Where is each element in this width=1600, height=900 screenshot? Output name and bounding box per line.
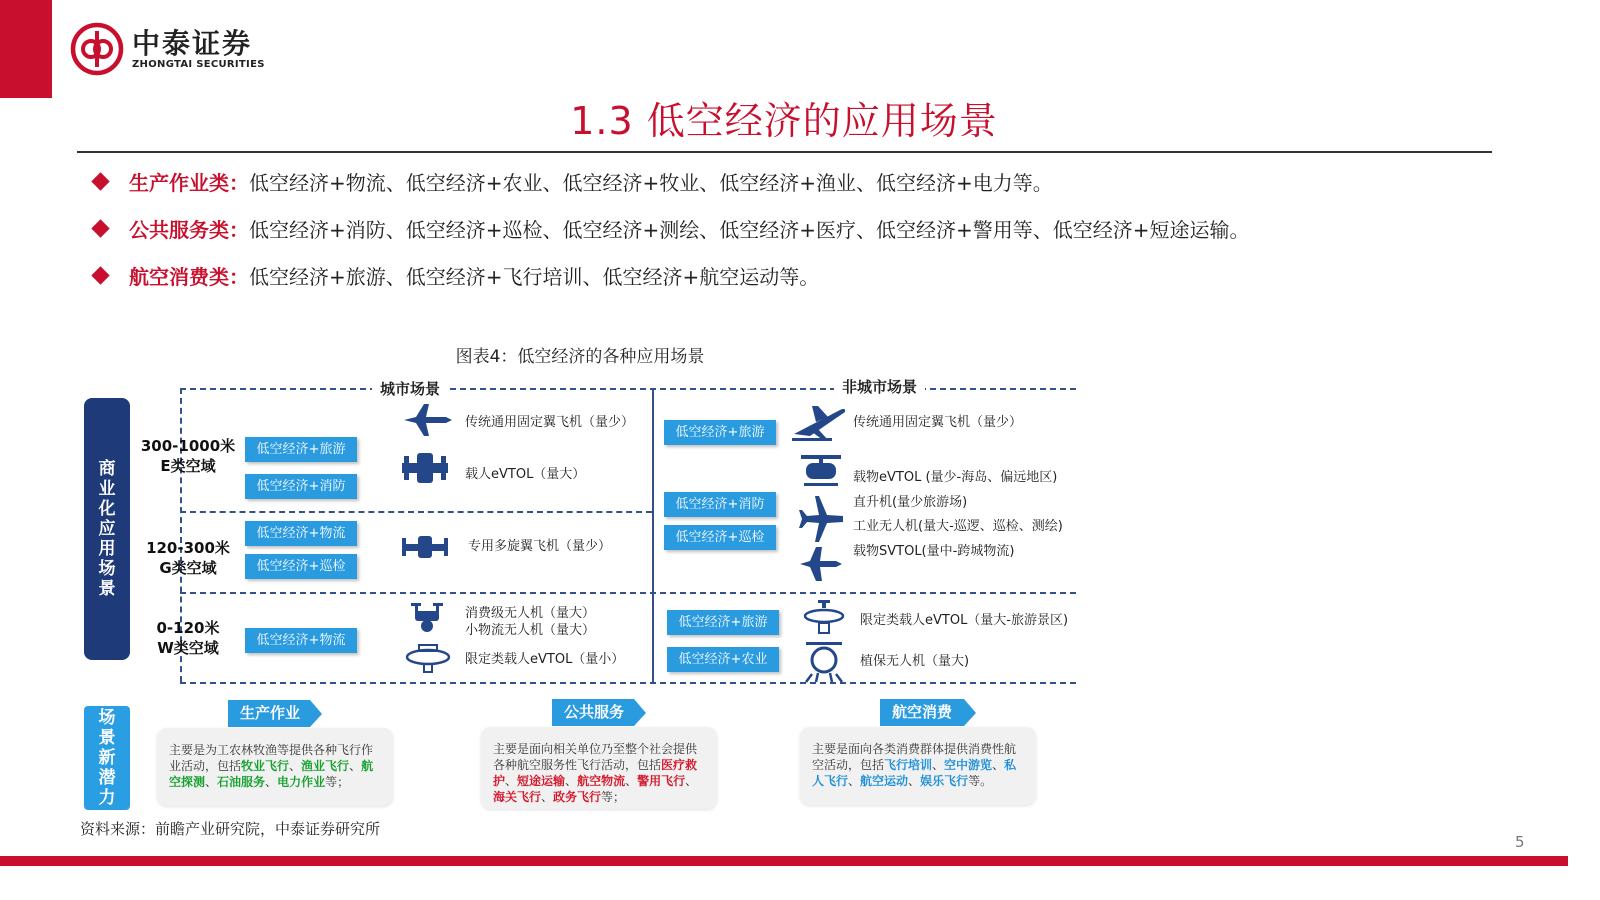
card-highlight: 政务飞行: [553, 790, 602, 804]
tier-e-airspace: [133, 436, 243, 476]
bar-char: 潜: [98, 768, 116, 788]
card-highlight: 短途运输: [517, 774, 566, 788]
bullet-text: 低空经济+物流、低空经济+农业、低空经济+牧业、低空经济+渔业、低空经济+电力等。: [249, 171, 1053, 195]
consumer-drone-icon: [409, 600, 445, 634]
grid-line-bottom: [180, 682, 1076, 684]
card-sep: 、: [349, 759, 362, 773]
noncity-item-crop-drone: 植保无人机（量大): [860, 654, 970, 669]
card-sep: 、: [265, 775, 278, 789]
bar-char: 景: [98, 579, 116, 599]
category-card-public: [481, 727, 717, 809]
logo-chinese-name: 中泰证券: [132, 26, 253, 60]
tier-class: E类空域: [160, 457, 216, 475]
bar-char: 场: [98, 559, 116, 579]
noncity-tag-tourism: 低空经济+旅游: [664, 420, 776, 445]
helicopter-icon: [802, 598, 846, 638]
category-label-public: 公共服务: [552, 699, 634, 726]
tier-altitude: 120-300米: [146, 539, 230, 557]
new-potential-bar: [84, 706, 130, 810]
card-sep: 、: [685, 774, 698, 788]
card-highlight: 医疗救护: [493, 758, 698, 788]
source-note: 资料来源：前瞻产业研究院，中泰证券研究所: [80, 820, 381, 838]
bullet-key: 公共服务类：: [129, 218, 249, 242]
pill-arrow-icon: [964, 699, 976, 726]
card-sep: 、: [992, 758, 1005, 772]
tier-w-airspace: [133, 618, 243, 658]
airplane-icon: [796, 495, 846, 543]
city-tag-logistics: 低空经济+物流: [245, 521, 357, 546]
card-highlight: 石油服务: [217, 775, 266, 789]
airliner-icon: [790, 400, 848, 442]
grid-line-top: [180, 388, 1076, 390]
tier-class: G类空域: [159, 559, 217, 577]
city-item-logistics-drone: 小物流无人机（量大）: [465, 623, 596, 638]
category-card-consumer: [800, 727, 1036, 805]
figure-caption: 图表4：低空经济的各种应用场景: [455, 347, 705, 367]
bar-char: 新: [98, 748, 116, 768]
city-tag-inspection: 低空经济+巡检: [245, 554, 357, 579]
multirotor-icon: [400, 532, 450, 562]
city-item-fixed-wing: 传统通用固定翼飞机（量少）: [465, 415, 635, 430]
bar-char: 用: [98, 539, 116, 559]
card-desc: 主要是面向相关单位乃至整个社会提供各种航空服务性飞行活动，包括: [493, 742, 698, 772]
pill-arrow-icon: [310, 700, 322, 727]
category-label-consumer: 航空消费: [880, 699, 964, 726]
category-label-production: 生产作业: [228, 700, 310, 727]
svtol-icon: [798, 544, 844, 584]
card-tail: 等；: [325, 775, 350, 789]
page-title: 1.3 低空经济的应用场景: [570, 99, 998, 143]
noncity-tag-firefighting: 低空经济+消防: [664, 492, 776, 517]
city-item-consumer-drone: 消费级无人机（量大）: [465, 606, 596, 621]
fighter-jet-icon: [402, 402, 454, 438]
tier-g-airspace: [133, 538, 243, 578]
commercial-scenario-bar: [84, 398, 130, 660]
bullet-text: 低空经济+消防、低空经济+巡检、低空经济+测绘、低空经济+医疗、低空经济+警用等、低空经济+短途运输。: [249, 218, 1250, 242]
card-highlight: 渔业飞行: [301, 759, 350, 773]
card-tail: 等。: [968, 774, 993, 788]
noncity-item-cargo-svtol: 载物SVTOL(量中-跨城物流): [853, 544, 1015, 559]
page-number: 5: [1515, 833, 1525, 851]
bullet-key: 航空消费类：: [129, 265, 249, 289]
ducted-evtol-icon: [404, 642, 452, 674]
category-card-production: [157, 728, 393, 806]
card-highlight: 航空探测: [169, 759, 374, 789]
card-sep: 、: [505, 774, 518, 788]
bar-char: 业: [98, 479, 116, 499]
card-sep: 、: [908, 774, 921, 788]
card-desc: 主要是面向各类消费群体提供消费性航空活动，包括: [812, 742, 1017, 772]
bullet-key: 生产作业类：: [129, 171, 249, 195]
tier-altitude: 0-120米: [156, 619, 220, 637]
card-highlight: 飞行培训: [884, 758, 933, 772]
card-sep: 、: [848, 774, 861, 788]
bullet-text: 低空经济+旅游、低空经济+飞行培训、低空经济+航空运动等。: [249, 265, 820, 289]
card-highlight: 航空运动: [860, 774, 909, 788]
card-tail: 等；: [601, 790, 626, 804]
logo-english-name: ZHONGTAI SECURITIES: [132, 58, 265, 70]
bar-char: 景: [98, 728, 116, 748]
noncity-item-helicopter: 直升机(量少旅游场): [853, 495, 968, 510]
card-highlight: 牧业飞行: [241, 759, 290, 773]
city-tag-tourism: 低空经济+旅游: [245, 437, 357, 462]
evtol-icon: [400, 450, 450, 486]
city-tag-logistics-low: 低空经济+物流: [245, 628, 357, 653]
noncity-item-limited-evtol: 限定类载人eVTOL（量大-旅游景区): [860, 613, 1069, 628]
card-highlight: 私人飞行: [812, 758, 1017, 788]
card-sep: 、: [625, 774, 638, 788]
noncity-tag-agriculture: 低空经济+农业: [667, 647, 779, 672]
noncity-item-cargo-evtol: 载物eVTOL (量少-海岛、偏远地区): [853, 470, 1058, 485]
bar-char: 商: [98, 459, 116, 479]
city-item-evtol: 载人eVTOL（量大）: [465, 467, 586, 482]
noncity-tag-tourism-low: 低空经济+旅游: [667, 610, 779, 635]
city-item-multirotor: 专用多旋翼飞机（量少）: [468, 539, 612, 554]
bar-char: 力: [98, 788, 116, 808]
card-highlight: 电力作业: [277, 775, 326, 789]
pill-arrow-icon: [634, 699, 646, 726]
card-sep: 、: [205, 775, 218, 789]
card-highlight: 海关飞行: [493, 790, 542, 804]
city-item-limited-evtol: 限定类载人eVTOL（量小）: [465, 652, 625, 667]
card-highlight: 娱乐飞行: [920, 774, 969, 788]
card-desc: 主要是为工农林牧渔等提供各种飞行作业活动，包括: [169, 743, 374, 773]
bar-char: 场: [98, 708, 116, 728]
card-highlight: 警用飞行: [637, 774, 686, 788]
card-sep: 、: [932, 758, 945, 772]
zone-label-city: 城市场景: [372, 378, 448, 399]
card-sep: 、: [289, 759, 302, 773]
bar-char: 化: [98, 499, 116, 519]
bar-char: 应: [98, 519, 116, 539]
card-highlight: 空中游览: [944, 758, 993, 772]
grid-line-g-w: [180, 592, 1076, 594]
cargo-evtol-icon: [798, 452, 844, 490]
city-noncity-divider: [652, 388, 654, 682]
city-tag-firefighting: 低空经济+消防: [245, 474, 357, 499]
card-sep: 、: [565, 774, 578, 788]
zone-label-noncity: 非城市场景: [834, 376, 925, 397]
crop-drone-icon: [802, 640, 846, 684]
noncity-item-fixed-wing: 传统通用固定翼飞机（量少）: [853, 415, 1023, 430]
grid-line-e-g: [180, 511, 652, 513]
card-sep: 、: [541, 790, 554, 804]
noncity-tag-inspection: 低空经济+巡检: [664, 525, 776, 550]
card-highlight: 航空物流: [577, 774, 626, 788]
tier-altitude: 300-1000米: [140, 437, 236, 455]
noncity-item-industrial-drone: 工业无人机(量大-巡逻、巡检、测绘): [853, 519, 1063, 534]
footer-accent-bar: [0, 856, 1568, 866]
tier-class: W类空域: [157, 639, 219, 657]
